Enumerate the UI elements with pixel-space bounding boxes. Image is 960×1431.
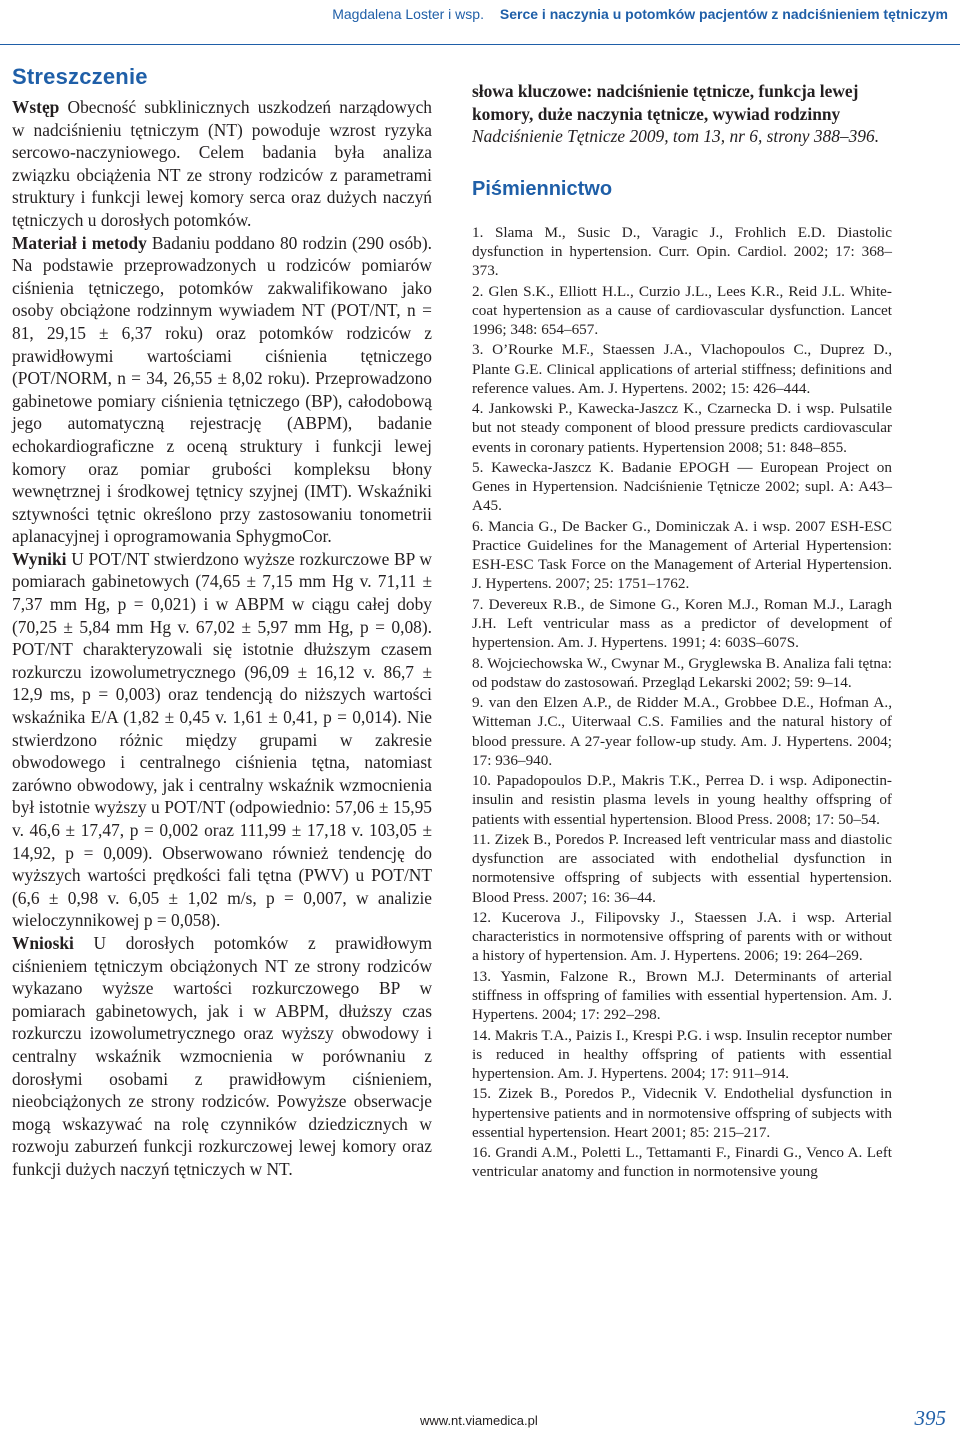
abstract-paragraph-conclusions: [12, 932, 432, 1181]
abstract-paragraph-methods: [12, 232, 432, 548]
reference-item: 5. Kawecka-Jaszcz K. Badanie EPOGH — European Project on Genes in Hypertension. Nadciśnienie Tętnicze 2002; supl. A: A43–A45.: [472, 458, 892, 515]
abstract-paragraph-results: [12, 548, 432, 932]
journal-citation: Nadciśnienie Tętnicze 2009, tom 13, nr 6, strony 388–396.: [472, 126, 880, 147]
running-header: [332, 6, 948, 22]
header-article-title: Serce i naczynia u potomków pacjentów z nadciśnieniem tętniczym: [499, 6, 948, 22]
reference-item: 8. Wojciechowska W., Cwynar M., Gryglewska B. Analiza fali tętna: od podstaw do zastosowań. Przegląd Lekarski 2002; 59: 9–14.: [472, 654, 892, 691]
reference-item: 6. Mancia G., De Backer G., Dominiczak A. i wsp. 2007 ESH-ESC Practice Guidelines for the Management of Arterial Hypertension: ESH-ESC Task Force on the Management of Arterial Hypertension. J. Hypertens. 2007; 25: 1751–1762.: [472, 517, 892, 593]
reference-item: 1. Slama M., Susic D., Varagic J., Frohlich E.D. Diastolic dysfunction in hypertension. Curr. Opin. Cardiol. 2002; 17: 368–373.: [472, 223, 892, 280]
page-number: 395: [914, 1406, 946, 1430]
keywords-line: słowa kluczowe: nadciśnienie tętnicze, funkcja lewej komory, duże naczynia tętnicze, wywiad rodzinny: [472, 81, 859, 124]
reference-list: [472, 223, 892, 1182]
abstract-paragraph-introduction: [12, 96, 432, 232]
reference-item: 9. van den Elzen A.P., de Ridder M.A., Grobbee D.E., Hofman A., Witteman J.C., Uiterwaal C.S. Families and the natural history of blood pressure. A 27-year follow-up study. Am. J. Hypertens. 2004; 17: 936–940.: [472, 694, 892, 769]
paragraph-text: Obecność subklinicznych uszkodzeń narządowych w nadciśnieniu tętniczym (NT) powoduje wzrost ryzyka sercowo-naczyniowego. Celem badania była analiza związku obciążenia NT ze strony rodziców z parametrami struktury i funkcji lewej komory serca oraz dużych naczyń tętniczych u dorosłych potomków.: [12, 97, 432, 230]
header-separator: [490, 6, 494, 22]
reference-item: 4. Jankowski P., Kawecka-Jaszcz K., Czarnecka D. i wsp. Pulsatile but not steady component of blood pressure predicts cardiovascular events in coronary patients. Hypertension 2008; 51: 848–855.: [472, 400, 892, 456]
reference-item: 7. Devereux R.B., de Simone G., Koren M.J., Roman M.J., Laragh J.H. Left ventricular mass as a predictor of development of hypertension. Am. J. Hypertens. 1991; 4: 603S–607S.: [472, 595, 892, 652]
right-column: [472, 80, 892, 1183]
paragraph-lead: Materiał i metody: [12, 232, 147, 253]
paragraph-text: U dorosłych potomków z prawidłowym ciśnieniem tętniczym obciążonych NT ze strony rodziców wykazano wyższe wartości rozkurczowego BP w pomiarach gabinetowych, jak i w ABPM, dłuższy czas rozkurczu izowolumetrycznego oraz wyższy obwodowy i centralny wskaźnik wzmocnienia w porównaniu z dorosłymi osobami z prawidłowym ciśnieniem, nieobciążonych ze strony rodziców. Powyższe obserwacje mogą wskazywać na rolę czynników dziedzicznych w rozwoju zaburzeń funkcji rozkurczowej lewej komory oraz funkcji dużych naczyń tętniczych w NT.: [12, 932, 432, 1179]
abstract-column: [12, 64, 432, 1181]
reference-item: 14. Makris T.A., Paizis I., Krespi P.G. i wsp. Insulin receptor number is reduced in healthy offspring of patients with essential hypertension. Am. J. Hypertens. 2004; 17: 911–914.: [472, 1026, 892, 1082]
header-authors: Magdalena Loster i wsp.: [332, 6, 484, 22]
footer-url[interactable]: www.nt.viamedica.pl: [420, 1413, 538, 1428]
abstract-heading: Streszczenie: [12, 64, 148, 89]
reference-item: 3. O’Rourke M.F., Staessen J.A., Vlachopoulos C., Duprez D., Plante G.E. Clinical applications of arterial stiffness; definitions and reference values. Am. J. Hypertens. 2002; 15: 426–444.: [472, 341, 892, 397]
paragraph-lead: Wstęp: [12, 97, 60, 117]
reference-item: 13. Yasmin, Falzone R., Brown M.J. Determinants of arterial stiffness in offspring of families with essential hypertension. Am. J. Hypertens. 2004; 17: 292–298.: [472, 967, 892, 1024]
reference-item: 2. Glen S.K., Elliott H.L., Curzio J.L., Lees K.R., Reid J.L. White-coat hypertension as a cause of cardiovascular dysfunction. Lancet 1996; 348: 654–657.: [472, 282, 892, 338]
paragraph-lead: Wnioski: [12, 932, 74, 953]
reference-item: 16. Grandi A.M., Poletti L., Tettamanti F., Finardi G., Venco A. Left ventricular anatomy and function in normotensive young: [472, 1144, 892, 1181]
references-heading: Piśmiennictwo: [472, 177, 613, 200]
keywords-block: [472, 80, 892, 148]
reference-item: 10. Papadopoulos D.P., Makris T.K., Perrea D. i wsp. Adiponectin-insulin and resistin plasma levels in young healthy offspring of patients with essential hypertension. Blood Press. 2008; 17: 50–54.: [472, 772, 892, 828]
header-rule: [0, 44, 960, 45]
reference-item: 11. Zizek B., Poredos P. Increased left ventricular mass and diastolic dysfunction are associated with endothelial dysfunction in normotensive offspring of subjects with essential hypertension. Blood Press. 2007; 16: 36–44.: [472, 830, 892, 906]
paragraph-text: U POT/NT stwierdzono wyższe rozkurczowe BP w pomiarach gabinetowych (74,65 ± 7,15 mm Hg v. 71,11 ± 7,37 mm Hg, p = 0,021) i w ABPM w ciągu całej doby (70,25 ± 5,84 mm Hg v. 67,02 ± 5,97 mm Hg, p = 0,08). POT/NT charakteryzowali się istotnie dłuższym czasem rozkurczu izowolumetrycznego (96,09 ± 16,12 v. 86,7 ± 12,9 ms, p = 0,003) oraz tendencją do niższych wartości wskaźnika E/A (1,82 ± 0,45 v. 1,61 ± 0,41, p = 0,014). Nie stwierdzono różnic między grupami w zakresie obwodowego i centralnego ciśnienia tętna, natomiast zarówno obwodowy, jak i centralny wskaźnik wzmocnienia był istotnie wyższy u POT/NT (odpowiednio: 57,06 ± 15,95 v. 46,6 ± 17,47, p = 0,002 oraz 111,99 ± 17,18 v. 103,05 ± 14,92, p = 0,009). Obserwowano również tendencję do wyższych wartości prędkości fali tętna (PWV) u POT/NT (6,6 ± 0,98 v. 6,05 ± 1,02 m/s, p = 0,007, w analizie wieloczynnikowej p = 0,058).: [12, 548, 432, 931]
reference-item: 15. Zizek B., Poredos P., Videcnik V. Endothelial dysfunction in hypertensive patients and in normotensive offspring of subjects with essential hypertension. Heart 2001; 85: 215–217.: [472, 1085, 892, 1141]
paragraph-text: Badaniu poddano 80 rodzin (290 osób). Na podstawie przeprowadzonych u rodziców pomiarów ciśnienia tętniczego, potomków zakwalifikowano jako osoby obciążone rodzinnym wywiadem NT (POT/NT, n = 81, 29,15 ± 6,37 roku) oraz potomków rodziców z prawidłowymi wartościami ciśnienia tętniczego (POT/NORM, n = 34, 26,55 ± 8,02 roku). Przeprowadzono gabinetowe pomiary ciśnienia tętniczego (BP), całodobową jego automatyczną rejestrację (ABPM), badanie echokardiograficzne z oceną struktury i funkcji lewej komory oraz pomiar grubości kompleksu błony wewnętrznej i środkowej tętnicy szyjnej (IMT). Wskaźniki sztywności tętnic określono przy zastosowaniu tonometrii aplanacyjnej i oprogramowania SphygmoCor.: [12, 232, 432, 547]
reference-item: 12. Kucerova J., Filipovsky J., Staessen J.A. i wsp. Arterial characteristics in normotensive offspring of parents with or without a history of hypertension. Am. J. Hypertens. 2006; 19: 264–269.: [472, 908, 892, 965]
abstract-body: [12, 96, 432, 1181]
paragraph-lead: Wyniki: [12, 548, 67, 569]
